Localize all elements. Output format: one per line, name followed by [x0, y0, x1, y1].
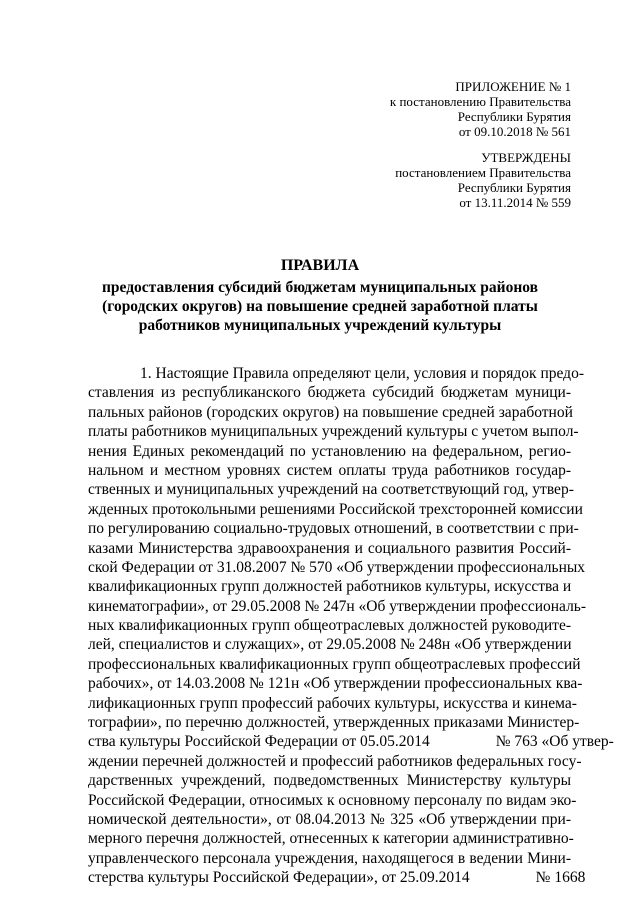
body-line: ждении перечней должностей и профессий работников федеральных госу-	[88, 752, 582, 770]
body-line-part: стерства культуры Российской Федерации», от 25.09.2014	[88, 869, 470, 887]
approved-line: постановлением Правительства	[395, 165, 571, 180]
document-title	[0, 256, 640, 335]
appendix-header	[390, 79, 571, 139]
body-line: дарственных учреждений, подведомственных Министерству культуры	[88, 772, 571, 790]
body-line: лей, специалистов и служащих», от 29.05.2008 № 248н «Об утверждении	[88, 636, 572, 654]
body-line: кинематографии», от 29.05.2008 № 247н «Об утверждении профессиональ-	[88, 597, 587, 615]
body-line: нения Единых рекомендаций по установлению на федеральном, регио-	[88, 442, 571, 460]
approved-header	[395, 150, 571, 210]
body-line: пальных районов (городских округов) на повышение средней заработной	[88, 403, 573, 421]
body-line: профессиональных квалификационных групп общеотраслевых профессий	[88, 655, 581, 673]
body-line: по регулированию социально-трудовых отношений, в соответствии с при-	[88, 520, 579, 538]
body-line: ственных и муниципальных учреждений на соответствующий год, утвер-	[88, 481, 574, 499]
approved-line: УТВЕРЖДЕНЫ	[481, 150, 571, 165]
body-line: Российской Федерации, относимых к основному персоналу по видам эко-	[88, 791, 577, 809]
body-line-split	[88, 868, 586, 887]
body-line: управленческого персонала учреждения, находящегося в ведении Мини-	[88, 849, 571, 867]
approved-line: Республики Бурятия	[457, 180, 571, 195]
appendix-line: от 09.10.2018 № 561	[458, 124, 571, 139]
body-line: мерного перечня должностей, отнесенных к категории административно-	[88, 830, 574, 848]
body-line-part: ства культуры Российской Федерации от 05.05.2014	[88, 733, 430, 751]
body-line: жденных протокольными решениями Российской трехсторонней комиссии	[88, 500, 583, 518]
body-line: ных квалификационных групп общеотраслевых должностей руководите-	[88, 617, 571, 635]
appendix-line: ПРИЛОЖЕНИЕ № 1	[455, 79, 571, 94]
appendix-line: к постановлению Правительства	[389, 94, 571, 109]
body-line: ставления из республиканского бюджета субсидий бюджетам муници-	[88, 384, 571, 402]
body-line: 1. Настоящие Правила определяют цели, условия и порядок предо-	[140, 365, 584, 382]
body-line: тографии», по перечню должностей, утвержденных приказами Министер-	[88, 714, 580, 732]
title-main: ПРАВИЛА	[280, 257, 360, 274]
appendix-line: Республики Бурятия	[457, 109, 571, 124]
body-paragraph	[88, 364, 614, 888]
body-line: казами Министерства здравоохранения и социального развития Россий-	[88, 539, 571, 557]
body-line: ской Федерации от 31.08.2007 № 570 «Об утверждении профессиональных	[88, 558, 586, 576]
body-line-split	[88, 732, 614, 751]
body-line-part: № 1668	[535, 869, 586, 887]
body-line-part: № 763 «Об утвер-	[495, 733, 614, 751]
body-line: нальном и местном уровнях систем оплаты труда работников государ-	[88, 461, 571, 479]
body-line: лификационных групп профессий рабочих культуры, искусства и кинема-	[88, 694, 577, 712]
body-line: квалификационных групп должностей работников культуры, искусства и	[88, 578, 572, 596]
body-line: номической деятельности», от 08.04.2013 № 325 «Об утверждении при-	[88, 810, 571, 828]
body-line: платы работников муниципальных учреждений культуры с учетом выпол-	[88, 423, 579, 441]
title-subtitle-line: (городских округов) на повышение средней заработной платы	[102, 298, 538, 315]
title-subtitle-line: предоставления субсидий бюджетам муниципальных районов	[101, 279, 539, 296]
title-subtitle-line: работников муниципальных учреждений культуры	[138, 317, 502, 334]
approved-line: от 13.11.2014 № 559	[459, 195, 571, 210]
body-line: рабочих», от 14.03.2008 № 121н «Об утверждении профессиональных ква-	[88, 675, 583, 693]
